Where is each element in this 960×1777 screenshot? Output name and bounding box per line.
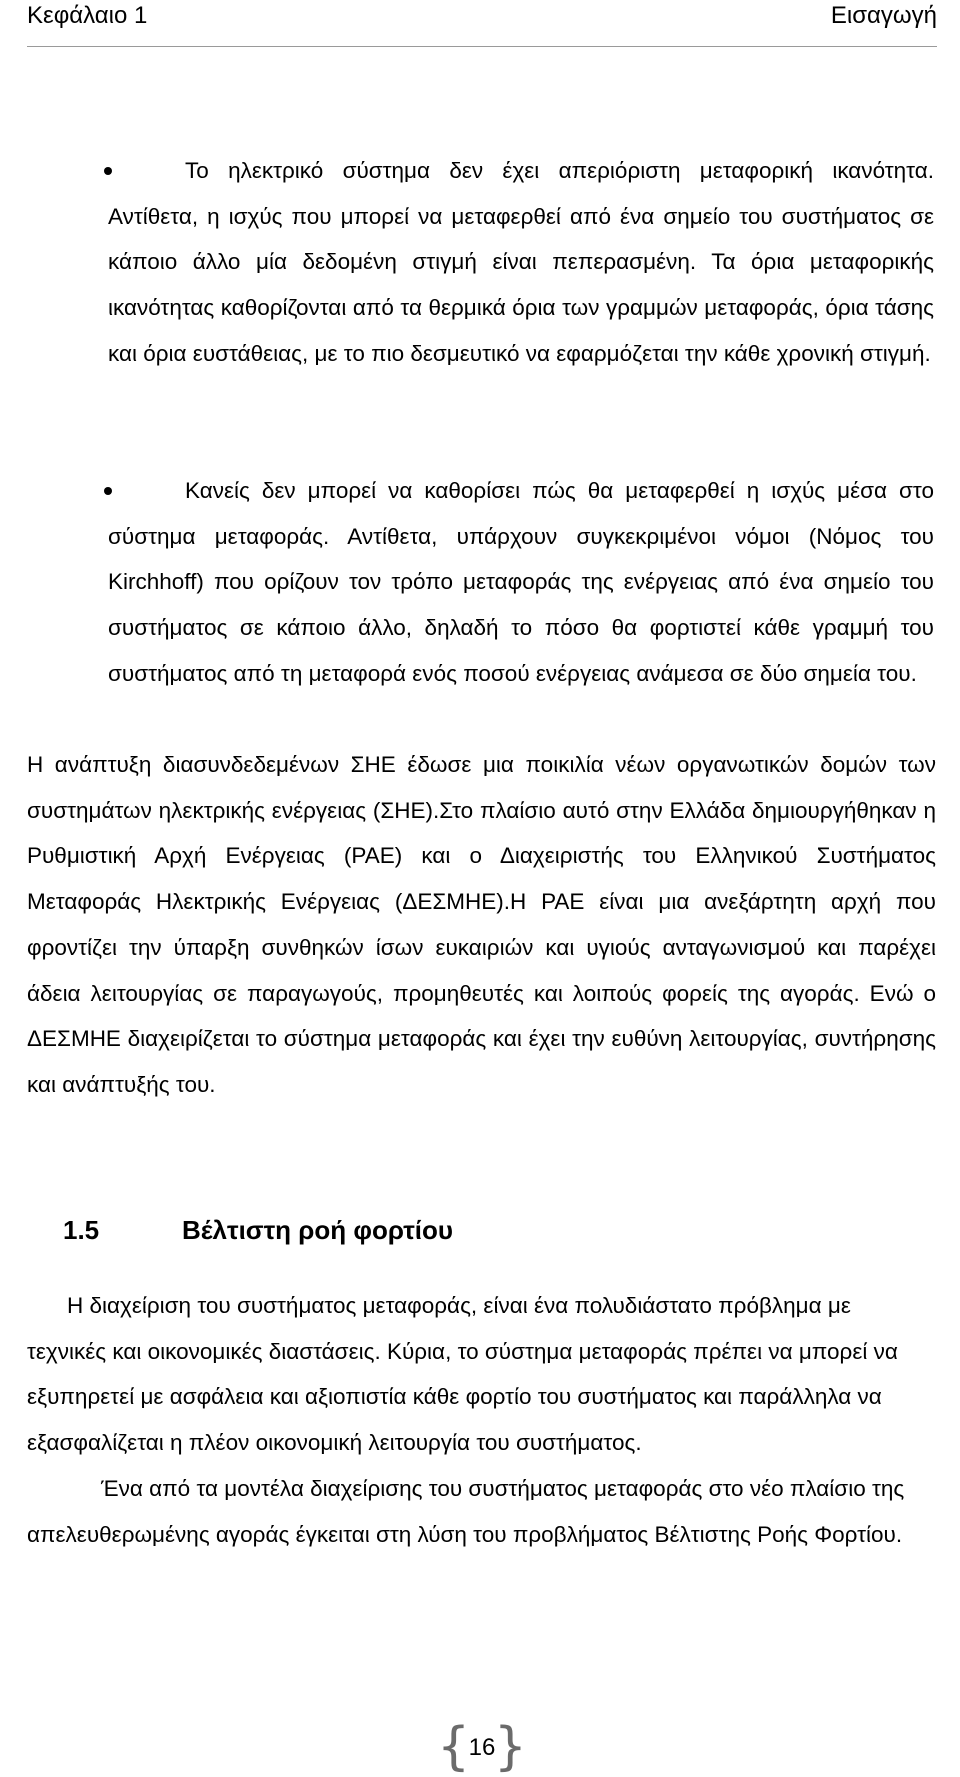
bullet-text: Το ηλεκτρικό σύστημα δεν έχει απεριόριστη μεταφορική ικανότητα. Αντίθετα, η ισχύς που μπορεί να μεταφερθεί από ένα σημείο του συστήματος σε κάποιο άλλο μία δεδομένη στιγμή είναι πεπερασμένη. Τα όρια μεταφορικής ικανότητας καθορίζονται από τα θερμικά όρια των γραμμών μεταφοράς, όρια τάσης και όρια ευστάθειας, με το πιο δεσμευτικό να εφαρμόζεται την κάθε χρονική στιγμή. <box>108 158 934 366</box>
left-brace-icon: { <box>437 1717 471 1777</box>
section-title: Βέλτιστη ροή φορτίου <box>182 1215 454 1245</box>
bullet-item-1 <box>108 148 934 377</box>
page-footer <box>437 1717 527 1777</box>
bullet-icon <box>104 487 112 495</box>
section-paragraph: Ένα από τα μοντέλα διαχείρισης του συστήματος μεταφοράς στο νέο πλαίσιο της απελευθερωμένης αγοράς έγκειται στη λύση του προβλήματος Βέλτιστης Ροής Φορτίου. <box>27 1475 905 1547</box>
section-body <box>27 1283 936 1557</box>
body-paragraph: Η ανάπτυξη διασυνδεδεμένων ΣΗΕ έδωσε μια ποικιλία νέων οργανωτικών δομών των συστημάτων ηλεκτρικής ενέργειας (ΣΗΕ).Στο πλαίσιο αυτό στην Ελλάδα δημιουργήθηκαν η Ρυθμιστική Αρχή Ενέργειας (ΡΑΕ) και ο Διαχειριστής του Ελληνικού Συστήματος Μεταφοράς Ηλεκτρικής Ενέργειας (ΔΕΣΜΗΕ).Η ΡΑΕ είναι μια ανεξάρτητη αρχή που φροντίζει την ύπαρξη συνθηκών ίσων ευκαιριών και υγιούς ανταγωνισμού και παρέχει άδεια λειτουργίας σε παραγωγούς, προμηθευτές και λοιπούς φορείς της αγοράς. Ενώ ο ΔΕΣΜΗΕ διαχειρίζεται το σύστημα μεταφοράς και έχει την ευθύνη λειτουργίας, συντήρησης και ανάπτυξής του. <box>27 752 936 1097</box>
bullet-icon <box>104 167 112 175</box>
page-header <box>27 0 937 47</box>
section-heading <box>63 1215 453 1246</box>
bullet-text: Κανείς δεν μπορεί να καθορίσει πώς θα μεταφερθεί η ισχύς μέσα στο σύστημα μεταφοράς. Αντίθετα, υπάρχουν συγκεκριμένοι νόμοι (Νόμος του Kirchhoff) που ορίζουν τον τρόπο μεταφοράς της ενέργειας από ένα σημείο του συστήματος σε κάποιο άλλο, δηλαδή το πόσο θα φορτιστεί κάθε γραμμή του συστήματος από τη μεταφορά ενός ποσού ενέργειας ανάμεσα σε δύο σημεία του. <box>108 478 934 686</box>
section-number: 1.5 <box>63 1215 100 1245</box>
section-paragraph: Η διαχείριση του συστήματος μεταφοράς, είναι ένα πολυδιάστατο πρόβλημα με τεχνικές και οικονομικές διαστάσεις. Κύρια, το σύστημα μεταφοράς πρέπει να μπορεί να εξυπηρετεί με ασφάλεια και αξιοπιστία κάθε φορτίο του συστήματος και παράλληλα να εξασφαλίζεται η πλέον οικονομική λειτουργία του συστήματος. <box>27 1293 898 1456</box>
bullet-item-2 <box>108 468 934 697</box>
chapter-title: Εισαγωγή <box>830 2 937 29</box>
chapter-label: Κεφάλαιο 1 <box>27 2 148 29</box>
page-number: 16 <box>468 1734 496 1761</box>
right-brace-icon: } <box>493 1717 527 1777</box>
